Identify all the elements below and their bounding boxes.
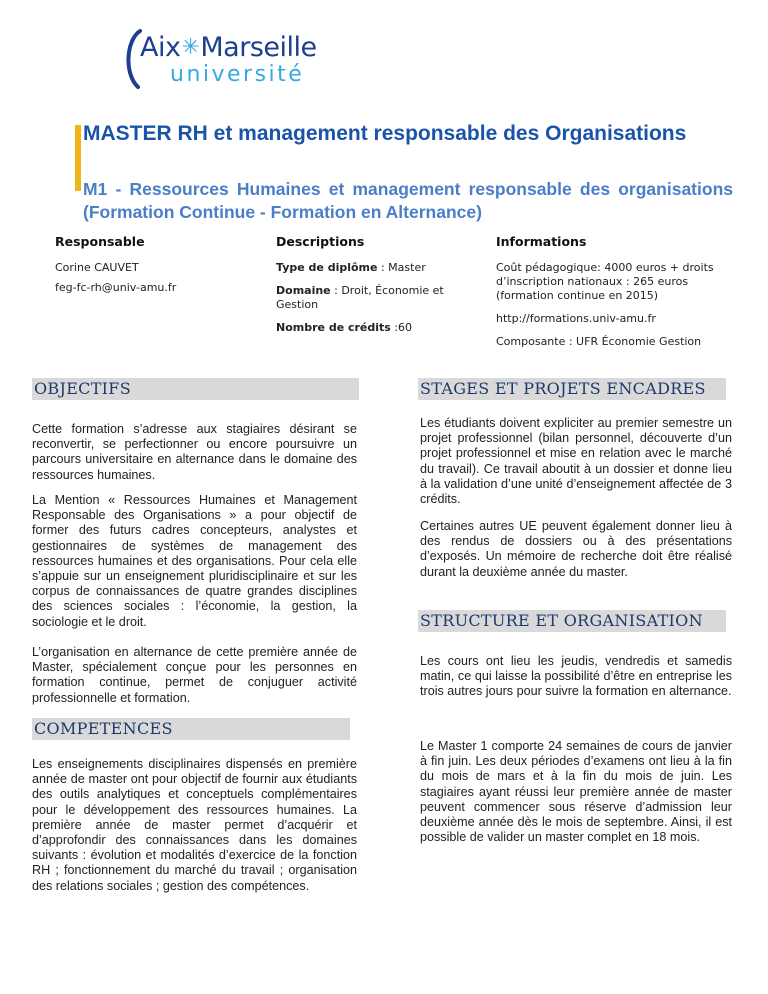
responsable-name: Corine CAUVET	[55, 261, 139, 274]
domaine-value: : Droit, Économie et Gestion	[276, 284, 444, 311]
credits-label: Nombre de crédits	[276, 321, 391, 334]
descriptions-heading: Descriptions	[276, 234, 365, 249]
type-diplome-value: : Master	[377, 261, 426, 274]
logo-star-icon: ✳	[181, 35, 200, 60]
type-diplome-label: Type de diplôme	[276, 261, 378, 274]
objectifs-heading: OBJECTIFS	[32, 378, 359, 400]
formations-link[interactable]: http://formations.univ-amu.fr	[496, 312, 656, 325]
structure-paragraph-1: Les cours ont lieu les jeudis, vendredis et samedis matin, ce qui laisse la possibilité d’être en entreprise les trois autres jours pour suivre la formation en alternance.	[420, 654, 732, 699]
logo-marseille: Marseille	[200, 32, 317, 63]
responsable-email[interactable]: feg-fc-rh@univ-amu.fr	[55, 281, 177, 294]
stages-paragraph-2: Certaines autres UE peuvent également donner lieu à des rendus de dossiers ou à des présentations d’exposés. Un mémoire de recherche doit être réalisé durant la deuxième année du master.	[420, 519, 732, 579]
type-diplome	[276, 261, 476, 275]
informations-heading: Informations	[496, 234, 587, 249]
responsable-heading: Responsable	[55, 234, 145, 249]
page-title: MASTER RH et management responsable des Organisations	[83, 122, 687, 145]
competences-heading: COMPETENCES	[32, 718, 350, 740]
domaine	[276, 284, 476, 312]
credits-value: :60	[390, 321, 413, 334]
competences-paragraph: Les enseignements disciplinaires dispensés en première année de master ont pour objectif de fournir aux étudiants des outils analytiques et conceptuels complémentaires pour le développement des ressources humaines. La première année de master permet d’acquérir et d’approfondir des connaissances dans les domaines suivants : évolution et modalités d’exercice de la fonction RH ; fonctionnement du marché du travail ; organisation des relations sociales ; gestion des compétences.	[32, 757, 357, 893]
objectifs-paragraph-2: La Mention « Ressources Humaines et Management Responsable des Organisations » a pour objectif de former des futurs cadres concepteurs, analystes et gestionnaires de systèmes de management des ressources humaines et des organisations. Pour cela elle s’appuie sur un enseignement pluridisciplinaire et sur les corpus de connaissances de quatre grandes disciplines des sciences sociales : l’économie, la gestion, la sociologie et le droit.	[32, 493, 357, 629]
informations-column	[496, 235, 736, 358]
stages-heading: STAGES ET PROJETS ENCADRES	[418, 378, 726, 400]
stages-paragraph-1: Les étudiants doivent expliciter au premier semestre un projet professionnel (bilan personnel, découverte d’un projet professionnel et mise en relation avec le marché du travail). Ce travail aboutit à un dossier et donne lieu à la validation d’une unité d’enseignement affectée de 3 crédits.	[420, 416, 732, 507]
nombre-credits	[276, 321, 476, 335]
descriptions-column	[276, 235, 476, 344]
domaine-label: Domaine	[276, 284, 331, 297]
objectifs-paragraph-3: L’organisation en alternance de cette première année de Master, spécialement conçue pour les personnes en formation continue, permet de conjuguer activité professionnelle et formation.	[32, 645, 357, 705]
logo-universite: université	[170, 62, 305, 87]
structure-paragraph-2: Le Master 1 comporte 24 semaines de cours de janvier à fin juin. Les deux périodes d’examens ont lieu à la fin du mois de mars et à la fin du mois de juin. Les stagiaires ayant réussi leur première année de master peuvent commencer sous réserve d’admission leur deuxième année dès le mois de septembre. Ainsi, il est possible de valider un master complet en 18 mois.	[420, 739, 732, 845]
logo-aix: Aix	[140, 32, 181, 63]
page-subtitle: M1 - Ressources Humaines et management responsable des organisations (Formation Continue - Formation en Alternance)	[83, 179, 733, 222]
logo-wordmark	[140, 32, 317, 63]
structure-heading: STRUCTURE ET ORGANISATION	[418, 610, 726, 632]
responsable-column	[55, 235, 255, 304]
university-logo	[120, 28, 320, 90]
composante: Composante : UFR Économie Gestion	[496, 335, 702, 348]
objectifs-paragraph-1: Cette formation s’adresse aux stagiaires désirant se reconvertir, se perfectionner ou encore poursuivre un parcours universitaire en alternance dans le domaine des ressources humaines.	[32, 422, 357, 482]
title-accent-bar	[75, 125, 81, 191]
cout-pedagogique: Coût pédagogique: 4000 euros + droits d’inscription nationaux : 265 euros (formation continue en 2015)	[496, 261, 714, 302]
